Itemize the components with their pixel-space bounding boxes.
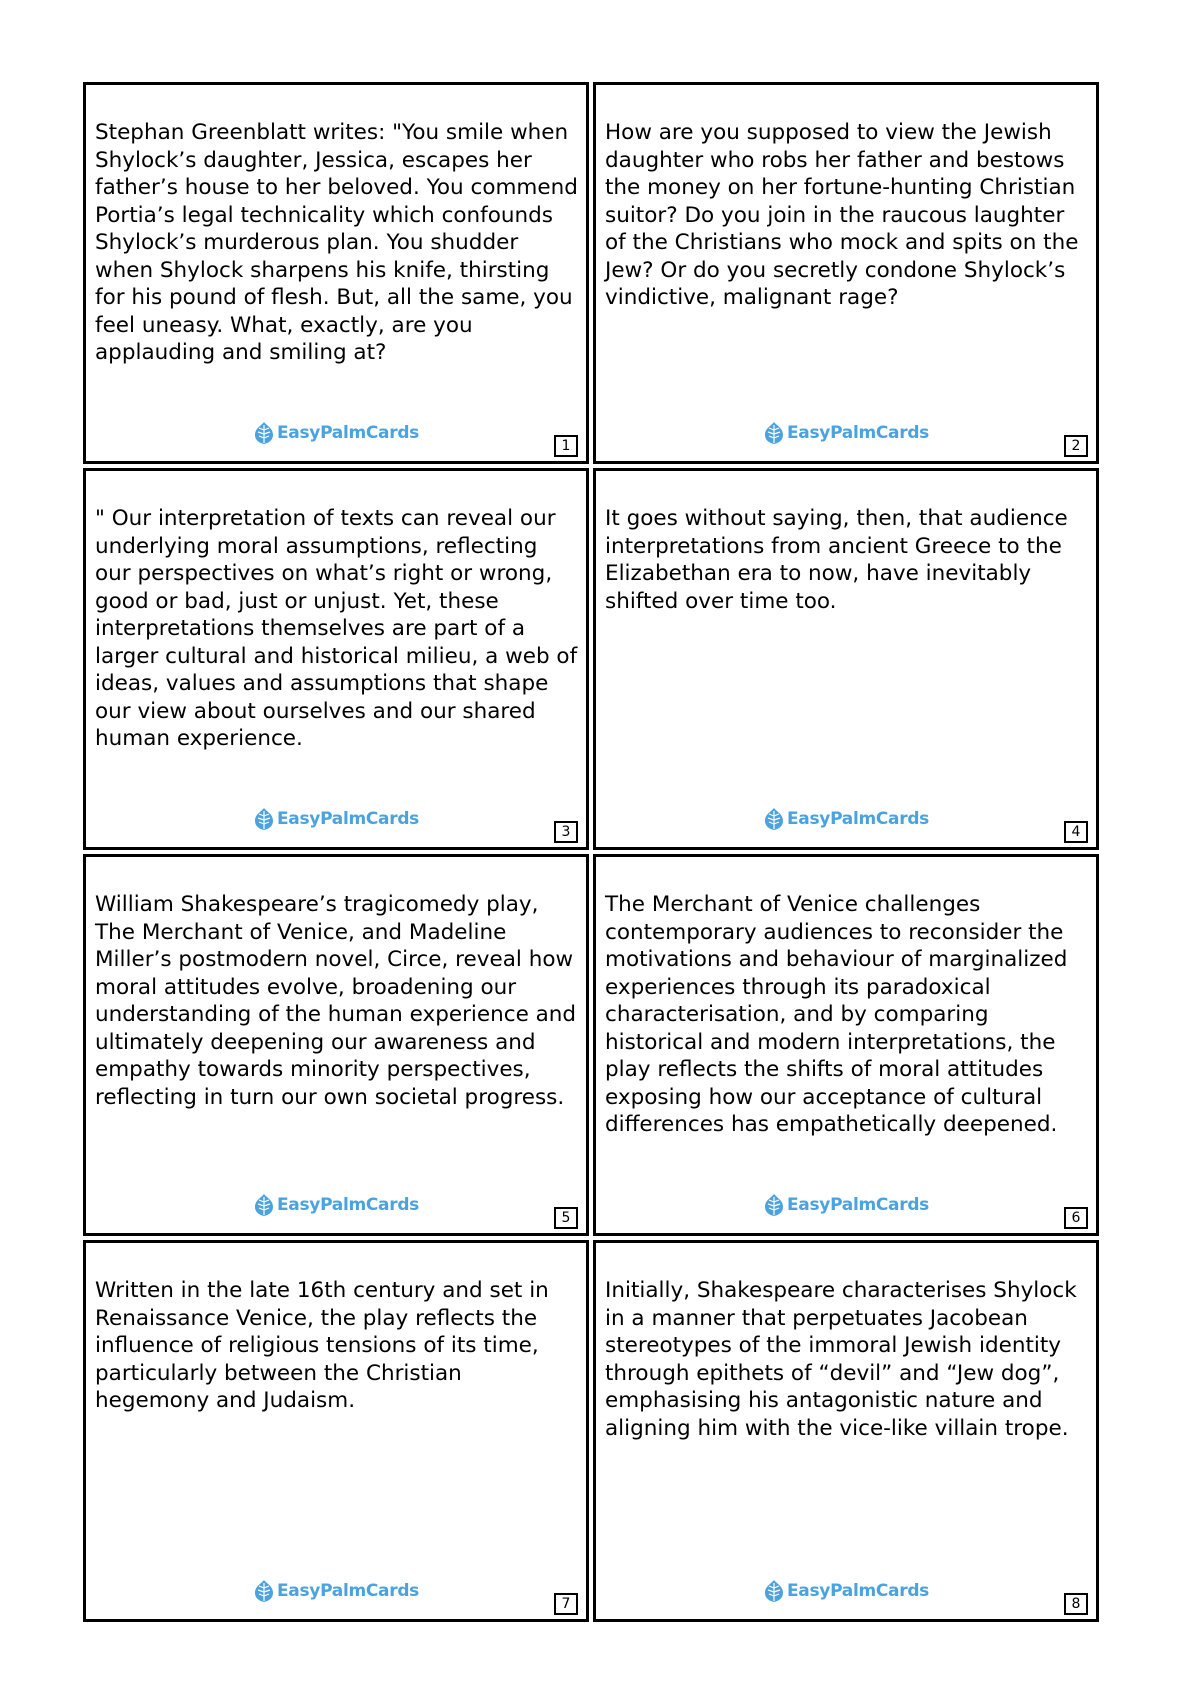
card-text: Stephan Greenblatt writes: "You smile when Shylock’s daughter, Jessica, escapes her father’s house to her beloved. You commend Portia’s legal technicality which confounds Shylock’s murderous plan. You shudder when Shylock sharpens his knife, thirsting for his pound of flesh. But, all the same, you feel uneasy. What, exactly, are you applauding and smiling at?: [95, 120, 578, 365]
brand-logo: [596, 421, 1096, 445]
card-text: The Merchant of Venice challenges contemporary audiences to reconsider the motivations and behaviour of marginalized experiences through its paradoxical characterisation, and by comparing historical and modern interpretations, the play reflects the shifts of moral attitudes exposing how our acceptance of cultural differences has empathetically deepened.: [605, 892, 1068, 1137]
card-text: William Shakespeare’s tragicomedy play, The Merchant of Venice, and Madeline Miller’s postmodern novel, Circe, reveal how moral attitudes evolve, broadening our understanding of the human experience and ultimately deepening our awareness and empathy towards minority perspectives, reflecting in turn our own societal progress.: [95, 892, 577, 1110]
palm-leaf-icon: [763, 1579, 785, 1603]
brand-name: EasyPalmCards: [786, 809, 930, 829]
palm-leaf-icon: [253, 1193, 275, 1217]
brand-logo: [596, 807, 1096, 831]
brand-logo: [596, 1193, 1096, 1217]
card-number: 8: [1064, 1593, 1088, 1615]
brand-name: EasyPalmCards: [276, 809, 420, 829]
palm-card-4: [593, 468, 1099, 850]
brand-logo: [86, 1193, 586, 1217]
card-number: 1: [554, 435, 578, 457]
brand-logo: [86, 1579, 586, 1603]
palm-card-1: [83, 82, 589, 464]
palm-leaf-icon: [763, 421, 785, 445]
card-number: 4: [1064, 821, 1088, 843]
brand-name: EasyPalmCards: [786, 1195, 930, 1215]
card-text: It goes without saying, then, that audience interpretations from ancient Greece to the Elizabethan era to now, have inevitably shifted over time too.: [605, 506, 1068, 614]
palm-card-3: [83, 468, 589, 850]
card-number: 7: [554, 1593, 578, 1615]
brand-name: EasyPalmCards: [276, 1195, 420, 1215]
palm-card-6: [593, 854, 1099, 1236]
brand-name: EasyPalmCards: [786, 1581, 930, 1601]
brand-name: EasyPalmCards: [276, 423, 420, 443]
palm-leaf-icon: [763, 807, 785, 831]
brand-logo: [86, 807, 586, 831]
card-number: 2: [1064, 435, 1088, 457]
card-text: Written in the late 16th century and set in Renaissance Venice, the play reflects the influence of religious tensions of its time, particularly between the Christian hegemony and Judaism.: [95, 1278, 549, 1413]
palm-leaf-icon: [253, 421, 275, 445]
card-text: Initially, Shakespeare characterises Shylock in a manner that perpetuates Jacobean stereotypes of the immoral Jewish identity through epithets of “devil” and “Jew dog”, emphasising his antagonistic nature and aligning him with the vice-like villain trope.: [605, 1278, 1077, 1441]
brand-name: EasyPalmCards: [276, 1581, 420, 1601]
palm-card-7: [83, 1240, 589, 1622]
palm-card-5: [83, 854, 589, 1236]
card-number: 5: [554, 1207, 578, 1229]
palm-card-2: [593, 82, 1099, 464]
card-text: " Our interpretation of texts can reveal our underlying moral assumptions, reflecting our perspectives on what’s right or wrong, good or bad, just or unjust. Yet, these interpretations themselves are part of a larger cultural and historical milieu, a web of ideas, values and assumptions that shape our view about ourselves and our shared human experience.: [95, 506, 578, 751]
palm-leaf-icon: [763, 1193, 785, 1217]
card-text: How are you supposed to view the Jewish daughter who robs her father and bestows the money on her fortune-hunting Christian suitor? Do you join in the raucous laughter of the Christians who mock and spits on the Jew? Or do you secretly condone Shylock’s vindictive, malignant rage?: [605, 120, 1079, 310]
card-number: 6: [1064, 1207, 1088, 1229]
palm-card-8: [593, 1240, 1099, 1622]
card-number: 3: [554, 821, 578, 843]
palm-leaf-icon: [253, 807, 275, 831]
palm-leaf-icon: [253, 1579, 275, 1603]
brand-name: EasyPalmCards: [786, 423, 930, 443]
brand-logo: [596, 1579, 1096, 1603]
palm-card-sheet: [83, 82, 1099, 1622]
brand-logo: [86, 421, 586, 445]
